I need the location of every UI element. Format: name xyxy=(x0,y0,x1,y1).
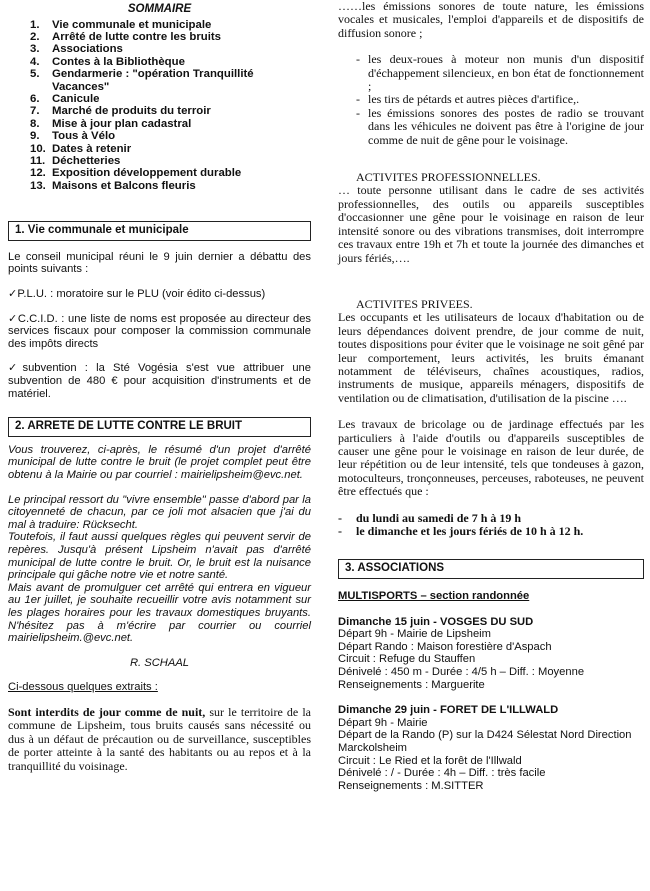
list-item: - les deux-roues à moteur non munis d'un dispositif d'échappement silencieux, en bon état de fonctionnement ; xyxy=(356,52,644,94)
list-item: - les tirs de pétards et autres pièces d'artifice,. xyxy=(356,92,580,107)
event-line: Dénivelé : / - Durée : 4h – Diff. : très facile xyxy=(338,767,546,780)
summary xyxy=(8,3,311,192)
events-list xyxy=(338,616,644,793)
event-line: Circuit : Refuge du Stauffen xyxy=(338,653,476,666)
summary-item: 5. Gendarmerie : "opération Tranquillité Vacances" xyxy=(30,68,254,93)
summary-item: 3. Associations xyxy=(30,43,123,56)
section-2-para-4: Mais avant de promulguer cet arrêté qui entrera en vigueur au 1er juillet, je souhaite recueillir votre avis notamment sur les plages horaires pour les travaux domestiques bruyants. N'hésitez pas à m'écrire par courrier ou courriel mairielipsheim.@evc.net. xyxy=(8,581,311,645)
list-item: - du lundi au samedi de 7 h à 19 h xyxy=(338,510,522,525)
summary-item: 10. Dates à retenir xyxy=(30,142,132,155)
event-title: Dimanche 15 juin - VOSGES DU SUD xyxy=(338,615,534,628)
summary-item: 11. Déchetteries xyxy=(30,155,121,168)
section-1-body xyxy=(8,251,311,400)
summary-list xyxy=(8,19,311,193)
private-activities-text: Les occupants et les utilisateurs de locaux d'habitation ou de leurs dépendances doivent prendre, de jour comme de nuit, toutes dispositions pour éviter que le voisinage ne soit gêné par leur comportement, leurs activités, les bruits émanant notamment de téléviseurs, chaînes acoustiques, radios, instruments de musique, appareils ménagers, dispositifs de ventilation ou de climatisation, d'utilisation de la piscine …. xyxy=(338,310,644,405)
pro-activities-text: … toute personne utilisant dans le cadre de ses activités professionnelles, des outils ou appareils susceptibles d'occasionner une gêne pour le voisinage en raison de leur intensité sonore ou des vibrations transmises, doit interrompre ces travaux entre 19h et 7h et toute la journée des dimanches et jours fériés,…. xyxy=(338,183,644,265)
extract-rest: sur le territoire de la commune de Lipsheim, tous bruits causés sans nécessité ou dus à un défaut de précaution ou de surveillance, susceptibles de porter atteinte à la santé des habitants ou au repos et à la tranquillité du voisinage. xyxy=(8,704,311,773)
section-1-intro: Le conseil municipal réuni le 9 juin dernier a débattu des points suivants : xyxy=(8,250,311,276)
event-line: Renseignements : M.SITTER xyxy=(338,779,484,792)
noise-list xyxy=(338,53,644,147)
section-2-body xyxy=(8,444,311,682)
summary-item: 7. Marché de produits du terroir xyxy=(30,105,211,118)
summary-item: 9. Tous à Vélo xyxy=(30,130,116,143)
summary-title: SOMMAIRE xyxy=(127,3,192,15)
section-2-para-1: Vous trouverez, ci-après, le résumé d'un projet d'arrêté municipal de lutte contre le bruit (le projet complet peut être obtenu à la Mairie ou par courriel : mairielipsheim@evc.net. xyxy=(8,443,311,481)
event-line: Circuit : Le Ried et la forêt de l'Illwald xyxy=(338,754,522,767)
allowed-hours-list xyxy=(338,512,644,539)
pro-activities-title: ACTIVITES PROFESSIONNELLES. xyxy=(356,170,541,185)
event-line: Départ 9h - Mairie xyxy=(338,716,428,729)
list-item: - les émissions sonores des postes de radio se trouvant dans les véhicules ne doivent pas être à l'origine de jour comme de nuit de gêne pour le voisinage. xyxy=(356,105,644,147)
section-1-point-plu: ✓ P.L.U. : moratoire sur le PLU (voir édito ci-dessus) xyxy=(8,288,311,301)
event-title: Dimanche 29 juin - FORET DE L'ILLWALD xyxy=(338,704,559,717)
summary-item: 2. Arrêté de lutte contre les bruits xyxy=(30,31,222,43)
private-activities-title: ACTIVITES PRIVEES. xyxy=(356,296,473,311)
extracts-title-text: Ci-dessous quelques extraits : xyxy=(8,681,158,694)
extract-bold: Sont interdits de jour comme de nuit, xyxy=(8,704,206,719)
event-line: Départ Rando : Maison forestière d'Aspach xyxy=(338,640,552,653)
section-1-heading: 1. Vie communale et municipale xyxy=(8,221,311,241)
left-column xyxy=(8,0,311,773)
summary-item: 4. Contes à la Bibliothèque xyxy=(30,55,185,68)
event-line: Dénivelé : 450 m - Durée : 4/5 h – Diff. : Moyenne xyxy=(338,665,585,678)
event-block xyxy=(338,616,644,692)
section-3-heading: 3. ASSOCIATIONS xyxy=(338,559,644,579)
summary-item: 6. Canicule xyxy=(30,93,100,106)
diy-text: Les travaux de bricolage ou de jardinage effectués par les particuliers à l'aide d'outils ou d'appareils susceptibles de causer une gêne pour le voisinage en raison de leur durée, de leur répétition ou de leur intensité, tels que tondeuses à gazon, motoculteurs, tronçonneuses, perceuses, raboteuses, ne peuvent être effectués que : xyxy=(338,417,644,499)
noise-continuation: ……les émissions sonores de toute nature, les émissions vocales et musicales, l'emploi d'appareils et de dispositifs de diffusion sonore ; xyxy=(338,0,644,40)
section-2-para-2: Le principal ressort du "vivre ensemble" passe d'abord par la citoyenneté de chacun, par ce joli mot alsacien que j'ai du mal à traduire: Rücksecht. xyxy=(8,493,311,531)
event-line: Renseignements : Marguerite xyxy=(338,678,485,691)
section-3-subtitle: MULTISPORTS – section randonnée xyxy=(338,590,530,602)
section-2-para-3: Toutefois, il faut aussi quelques règles qui peuvent servir de repères. Jusqu'à présent Lipsheim n'avait pas d'arrêté municipal de lutte contre le bruit. Or, le bruit est la nuisance principale qui gâche notre vie et notre santé. xyxy=(8,531,311,582)
section-2-signature: R. SCHAAL xyxy=(129,656,190,669)
section-1-point-subvention: ✓ subvention : la Sté Vogésia s'est vue attribuer une subvention de 480 € pour acquisition d'instruments et de matériel. xyxy=(8,362,311,400)
summary-item: 12. Exposition développement durable xyxy=(30,167,242,180)
extract-paragraph xyxy=(8,706,311,773)
event-block xyxy=(338,704,644,792)
list-item: - le dimanche et les jours fériés de 10 h à 12 h. xyxy=(338,524,584,538)
summary-item: 8. Mise à jour plan cadastral xyxy=(30,117,192,130)
section-2-heading: 2. ARRETE DE LUTTE CONTRE LE BRUIT xyxy=(8,417,311,437)
section-1-point-ccid: ✓ C.C.I.D. : une liste de noms est proposée au directeur des services fiscaux pour composer la commission communale des impôts directs xyxy=(8,313,311,351)
extracts-title xyxy=(8,681,311,694)
summary-item: 1. Vie communale et municipale xyxy=(30,18,212,31)
event-line: Départ de la Rando (P) sur la D424 Sélestat Nord Direction Marckolsheim xyxy=(338,729,632,754)
event-line: Départ 9h - Mairie de Lipsheim xyxy=(338,628,491,641)
summary-item: 13. Maisons et Balcons fleuris xyxy=(30,179,196,192)
right-column xyxy=(338,0,644,792)
